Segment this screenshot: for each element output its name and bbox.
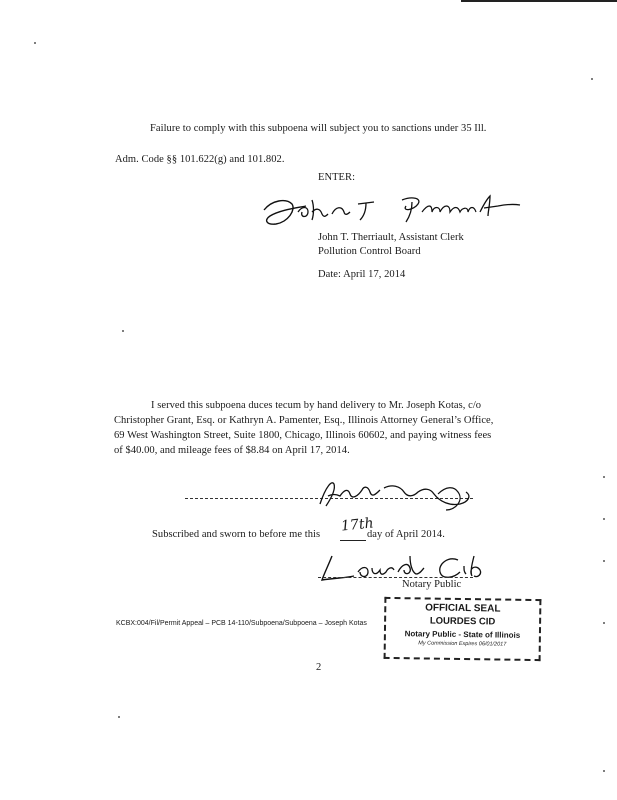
enter-date: Date: April 17, 2014 (318, 269, 406, 280)
signer-organization: Pollution Control Board (318, 246, 421, 257)
subscribed-text-a: Subscribed and sworn to before me this (152, 529, 321, 540)
scan-speck (603, 560, 605, 562)
page-number: 2 (316, 662, 322, 673)
notary-signature-line (318, 577, 473, 578)
clerk-signature (262, 192, 522, 232)
service-line-3: 69 West Washington Street, Suite 1800, Chicago, Illinois 60602, and paying witness fees (114, 430, 492, 441)
failure-notice-line-2: Adm. Code §§ 101.622(g) and 101.802. (115, 154, 285, 165)
server-signature (318, 476, 478, 516)
scan-speck (603, 476, 605, 478)
seal-title: OFFICIAL SEAL (425, 602, 501, 615)
scan-speck (603, 622, 605, 624)
day-blank-line (340, 540, 366, 541)
scan-speck (603, 770, 605, 772)
service-line-1: I served this subpoena duces tecum by hand delivery to Mr. Joseph Kotas, c/o (151, 400, 482, 411)
official-notary-seal (384, 597, 542, 661)
service-line-4: of $40.00, and mileage fees of $8.84 on April 17, 2014. (114, 445, 350, 456)
service-line-2: Christopher Grant, Esq. or Kathryn A. Pamenter, Esq., Illinois Attorney General’s Office, (114, 415, 494, 426)
seal-line-3: Notary Public - State of Illinois (404, 628, 521, 640)
enter-label: ENTER: (318, 172, 356, 183)
notary-public-label: Notary Public (402, 579, 462, 590)
scan-speck (118, 716, 120, 718)
signer-name: John T. Therriault, Assistant Clerk (318, 232, 464, 243)
scan-speck (34, 42, 36, 44)
subscribed-text-b: day of April 2014. (367, 529, 445, 540)
footer-file-path: KCBX:004/Fil/Permit Appeal – PCB 14-110/Subpoena/Subpoena – Joseph Kotas (116, 620, 367, 627)
failure-notice-line-1: Failure to comply with this subpoena will subject you to sanctions under 35 Ill. (150, 123, 487, 134)
scan-edge-line (461, 0, 617, 2)
day-handwritten: 17th (340, 515, 375, 535)
scan-speck (603, 518, 605, 520)
seal-line-4: My Commission Expires 06/01/2017 (418, 639, 507, 648)
seal-name: LOURDES CID (429, 615, 496, 628)
scan-speck (122, 330, 124, 332)
scan-speck (591, 78, 593, 80)
